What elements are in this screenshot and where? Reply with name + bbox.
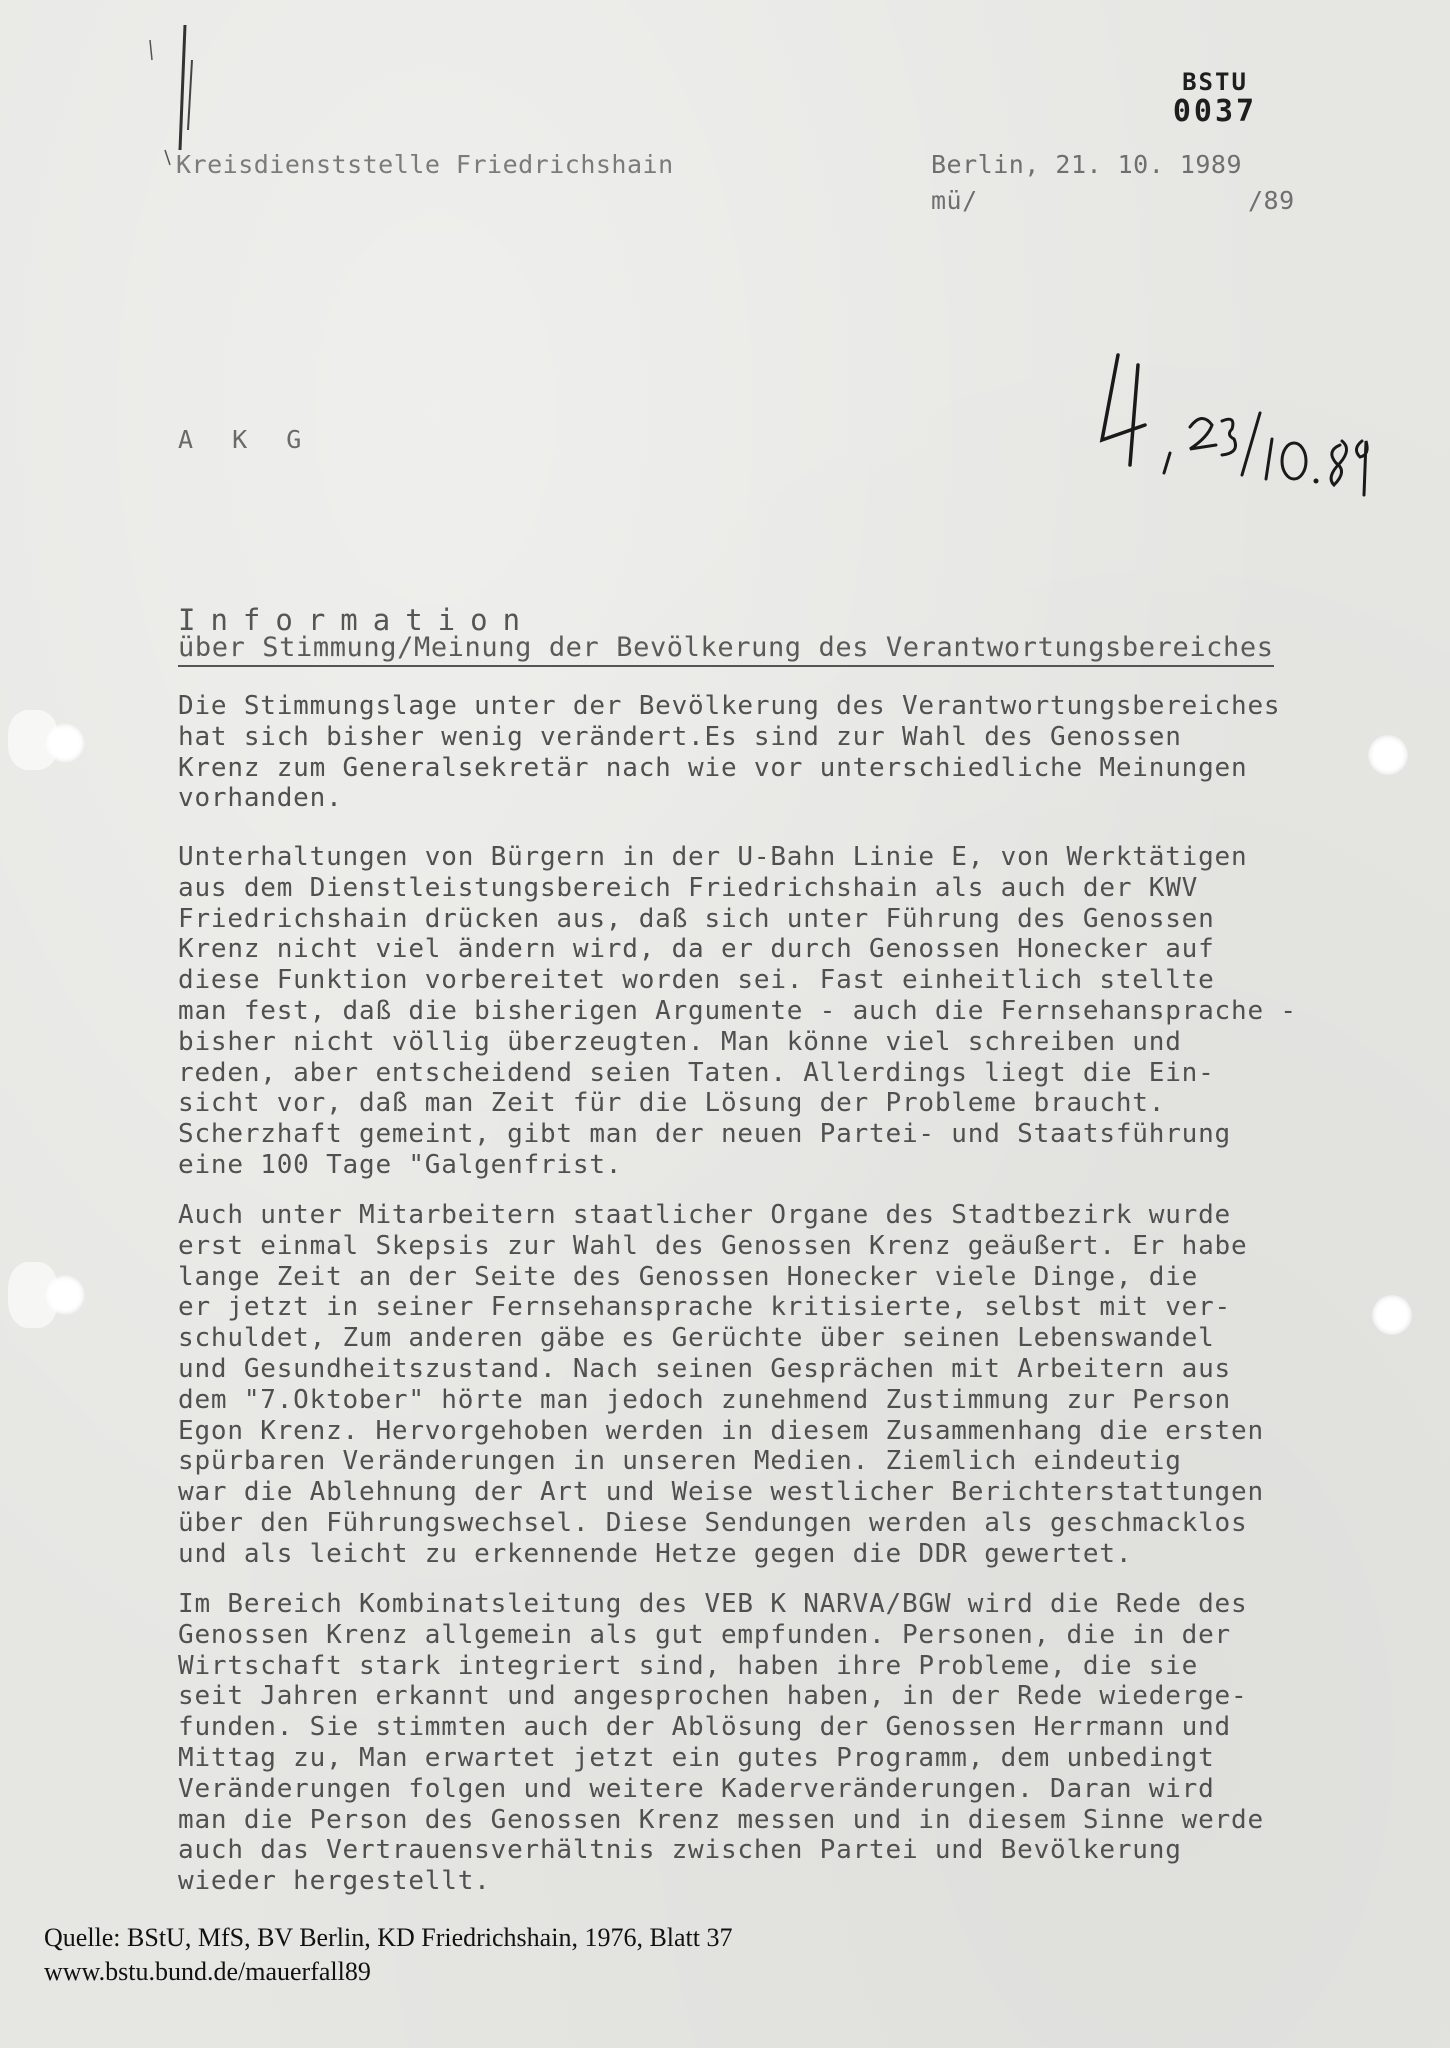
text-line: hat sich bisher wenig verändert.Es sind zur Wahl des Genossen [178,721,1182,752]
text-line: man die Person des Genossen Krenz messen und in diesem Sinne werde [178,1804,1264,1835]
text-line: Die Stimmungslage unter der Bevölkerung des Verantwortungsbereiches [178,691,1281,721]
document-subtitle: über Stimmung/Meinung der Bevölkerung des Verantwortungsbereiches [178,632,1274,667]
text-line: Veränderungen folgen und weitere Kaderveränderungen. Daran wird [178,1773,1215,1804]
text-line: Im Bereich Kombinatsleitung des VEB K NARVA/BGW wird die Rede des [178,1589,1248,1619]
text-line: wieder hergestellt. [178,1866,491,1897]
text-line: Mittag zu, Man erwartet jetzt ein gutes Programm, dem unbedingt [178,1742,1215,1773]
text-line: erst einmal Skepsis zur Wahl des Genossen Krenz geäußert. Er habe [178,1230,1248,1261]
paragraph-3 [178,1200,1438,1570]
text-line: auch das Vertrauensverhältnis zwischen Partei und Bevölkerung [178,1835,1182,1866]
text-line: und als leicht zu erkennende Hetze gegen die DDR gewertet. [178,1538,1133,1569]
reference-prefix: mü/ [931,186,978,215]
text-line: vorhanden. [178,783,343,814]
punch-hole [1372,1295,1412,1335]
text-line: spürbaren Veränderungen in unseren Medien. Ziemlich eindeutig [178,1446,1182,1477]
text-line: Krenz zum Generalsekretär nach wie vor unterschiedliche Meinungen [178,752,1248,783]
text-line: man fest, daß die bisherigen Argumente - auch die Fernsehansprache - [178,995,1297,1026]
archive-stamp-label: BSTU [1182,68,1248,96]
paragraph-4 [178,1589,1438,1897]
handwritten-note [1090,345,1390,525]
text-line: dem "7.Oktober" hörte man jedoch zunehmend Zustimmung zur Person [178,1384,1232,1415]
archive-stamp [1150,68,1280,128]
text-line: aus dem Dienstleistungsbereich Friedrichshain als auch der KWV [178,872,1199,903]
text-line: Scherzhaft gemeint, gibt man der neuen Partei- und Staatsführung [178,1119,1232,1150]
document-title: Information [178,603,536,637]
paragraph-2 [178,842,1438,1181]
text-line: über den Führungswechsel. Diese Sendungen werden als geschmacklos [178,1507,1248,1538]
pencil-mark [140,20,220,170]
text-line: er jetzt in seiner Fernsehansprache kritisierte, selbst mit ver- [178,1292,1232,1323]
text-line: Friedrichshain drücken aus, daß sich unter Führung des Genossen [178,903,1215,934]
text-line: Auch unter Mitarbeitern staatlicher Organe des Stadtbezirk wurde [178,1200,1232,1230]
source-citation: Quelle: BStU, MfS, BV Berlin, KD Friedrichshain, 1976, Blatt 37 [44,1923,733,1952]
text-line: war die Ablehnung der Art und Weise westlicher Berichterstattungen [178,1477,1264,1508]
text-line: Krenz nicht viel ändern wird, da er durch Genossen Honecker auf [178,934,1215,965]
recipient: A K G [178,425,314,454]
text-line: lange Zeit an der Seite des Genossen Honecker viele Dinge, die [178,1261,1199,1292]
archive-stamp-number: 0037 [1172,94,1258,129]
document-date: Berlin, 21. 10. 1989 [931,150,1243,179]
text-line: seit Jahren erkannt und angesprochen haben, in der Rede wiederge- [178,1681,1248,1712]
text-line: Wirtschaft stark integriert sind, haben ihre Probleme, die sie [178,1650,1199,1681]
reference-suffix: /89 [1248,186,1295,215]
text-line: Egon Krenz. Hervorgehoben werden in diesem Zusammenhang die ersten [178,1415,1264,1446]
text-line: diese Funktion vorbereitet worden sei. Fast einheitlich stellte [178,965,1215,996]
punch-hole [1368,735,1408,775]
text-line: Unterhaltungen von Bürgern in der U-Bahn Linie E, von Werktätigen [178,842,1248,872]
text-line: Genossen Krenz allgemein als gut empfunden. Personen, die in der [178,1619,1232,1650]
text-line: sicht vor, daß man Zeit für die Lösung der Probleme braucht. [178,1088,1166,1119]
paper-tear [8,710,58,770]
text-line: eine 100 Tage "Galgenfrist. [178,1149,623,1180]
text-line: reden, aber entscheidend seien Taten. Allerdings liegt die Ein- [178,1057,1215,1088]
text-line: bisher nicht völlig überzeugten. Man könne viel schreiben und [178,1026,1182,1057]
text-line: und Gesundheitszustand. Nach seinen Gesprächen mit Arbeitern aus [178,1353,1232,1384]
text-line: schuldet, Zum anderen gäbe es Gerüchte über seinen Lebenswandel [178,1323,1215,1354]
office-name: Kreisdienststelle Friedrichshain [176,150,674,179]
source-url: www.bstu.bund.de/mauerfall89 [44,1957,371,1986]
text-line: funden. Sie stimmten auch der Ablösung der Genossen Herrmann und [178,1712,1232,1743]
paper-tear [8,1262,58,1328]
paragraph-1 [178,691,1438,814]
